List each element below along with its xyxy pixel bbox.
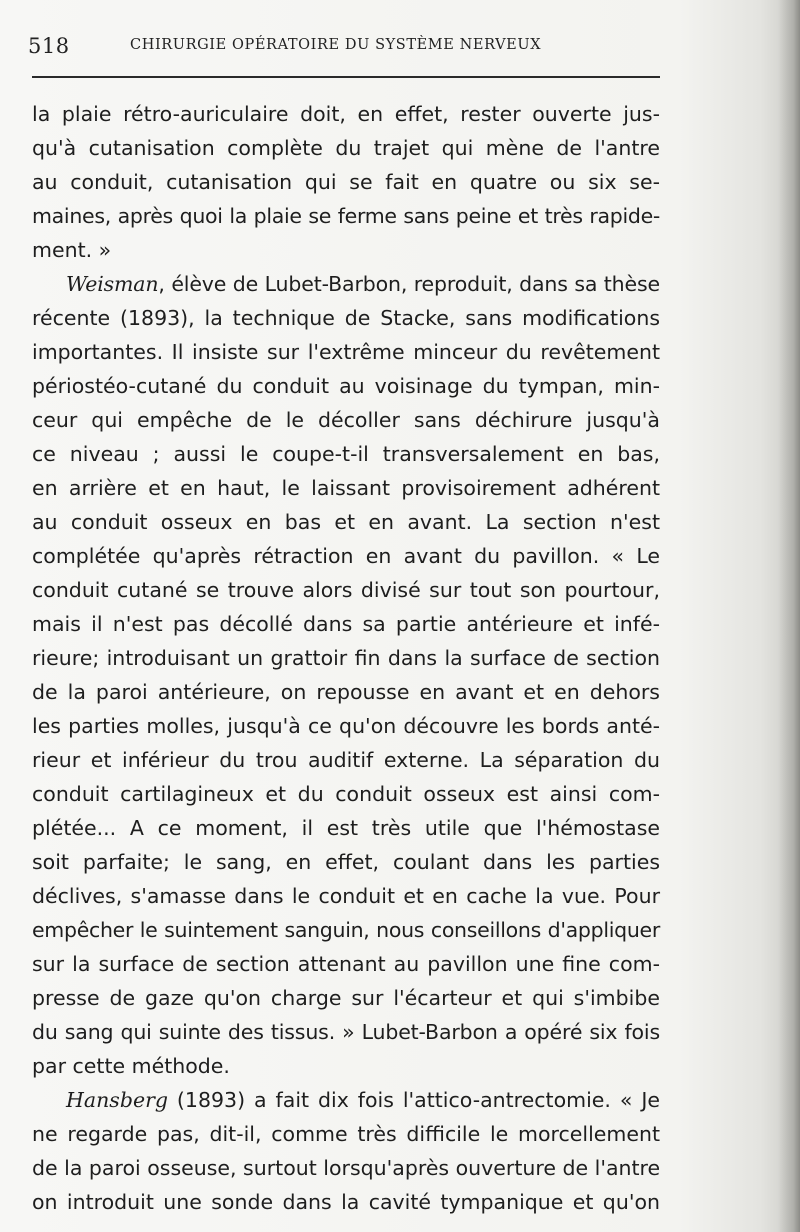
page-header (28, 34, 668, 58)
text-line: conduit cutané se trouve alors divisé sur tout son pourtour, (32, 578, 660, 602)
text-line: par cette méthode. (32, 1054, 230, 1078)
text-line: conduit cartilagineux et du conduit osseux est ainsi com- (32, 782, 660, 806)
text-line: en arrière et en haut, le laissant provisoirement adhérent (32, 476, 660, 500)
text-line: on introduit une sonde dans la cavité tympanique et qu'on (32, 1190, 660, 1214)
text-line: la plaie rétro-auriculaire doit, en effet, rester ouverte jus- (32, 102, 660, 126)
text-line: importantes. Il insiste sur l'extrême minceur du revêtement (32, 340, 660, 364)
header-rule (32, 76, 660, 78)
text-line: mais il n'est pas décollé dans sa partie antérieure et infé- (32, 612, 660, 636)
running-title: CHIRURGIE OPÉRATOIRE DU SYSTÈME NERVEUX (130, 37, 542, 53)
text-line: plétée... A ce moment, il est très utile que l'hémostase (32, 816, 660, 840)
text-line: sur la surface de section attenant au pavillon une fine com- (32, 952, 660, 976)
text-line: les parties molles, jusqu'à ce qu'on découvre les bords anté- (32, 714, 660, 738)
text-line: de la paroi osseuse, surtout lorsqu'après ouverture de l'antre (32, 1156, 661, 1180)
text-line: récente (1893), la technique de Stacke, sans modifications (32, 306, 660, 330)
text-line: rieure; introduisant un grattoir fin dans la surface de section (32, 646, 660, 670)
text-line: soit parfaite; le sang, en effet, coulant dans les parties (32, 850, 660, 874)
paragraph-start-line (66, 1083, 660, 1117)
text-line: périostéo-cutané du conduit au voisinage du tympan, min- (32, 374, 660, 398)
page-number: 518 (28, 34, 70, 58)
text-line: au conduit osseux en bas et en avant. La section n'est (32, 510, 660, 534)
paragraph-start-line (66, 267, 660, 301)
text-line: de la paroi antérieure, on repousse en avant et en dehors (32, 680, 660, 704)
text-line: rieur et inférieur du trou auditif externe. La séparation du (32, 748, 660, 772)
line-rest: (1893) a fait dix fois l'attico-antrectomie. « Je (168, 1088, 660, 1112)
text-line: maines, après quoi la plaie se ferme sans peine et très rapide- (32, 204, 660, 228)
text-line: ce niveau ; aussi le coupe-t-il transversalement en bas, (32, 442, 660, 466)
text-line: complétée qu'après rétraction en avant du pavillon. « Le (32, 544, 660, 568)
text-line: ment. » (32, 238, 112, 262)
line-rest: , élève de Lubet-Barbon, reproduit, dans sa thèse (158, 272, 660, 296)
text-line: qu'à cutanisation complète du trajet qui mène de l'antre (32, 136, 660, 160)
text-line: déclives, s'amasse dans le conduit et en cache la vue. Pour (32, 884, 660, 908)
text-line: au conduit, cutanisation qui se fait en quatre ou six se- (32, 170, 660, 194)
text-line: presse de gaze qu'on charge sur l'écarteur et qui s'imbibe (32, 986, 660, 1010)
page-edge-shadow (778, 0, 800, 1232)
text-line: du sang qui suinte des tissus. » Lubet-Barbon a opéré six fois (32, 1020, 660, 1044)
author-name: Weisman (66, 272, 159, 296)
author-name: Hansberg (66, 1088, 168, 1112)
text-line: ceur qui empêche de le décoller sans déchirure jusqu'à (32, 408, 660, 432)
text-line: ne regarde pas, dit-il, comme très difficile le morcellement (32, 1122, 660, 1146)
text-line: empêcher le suintement sanguin, nous conseillons d'appliquer (32, 918, 660, 942)
